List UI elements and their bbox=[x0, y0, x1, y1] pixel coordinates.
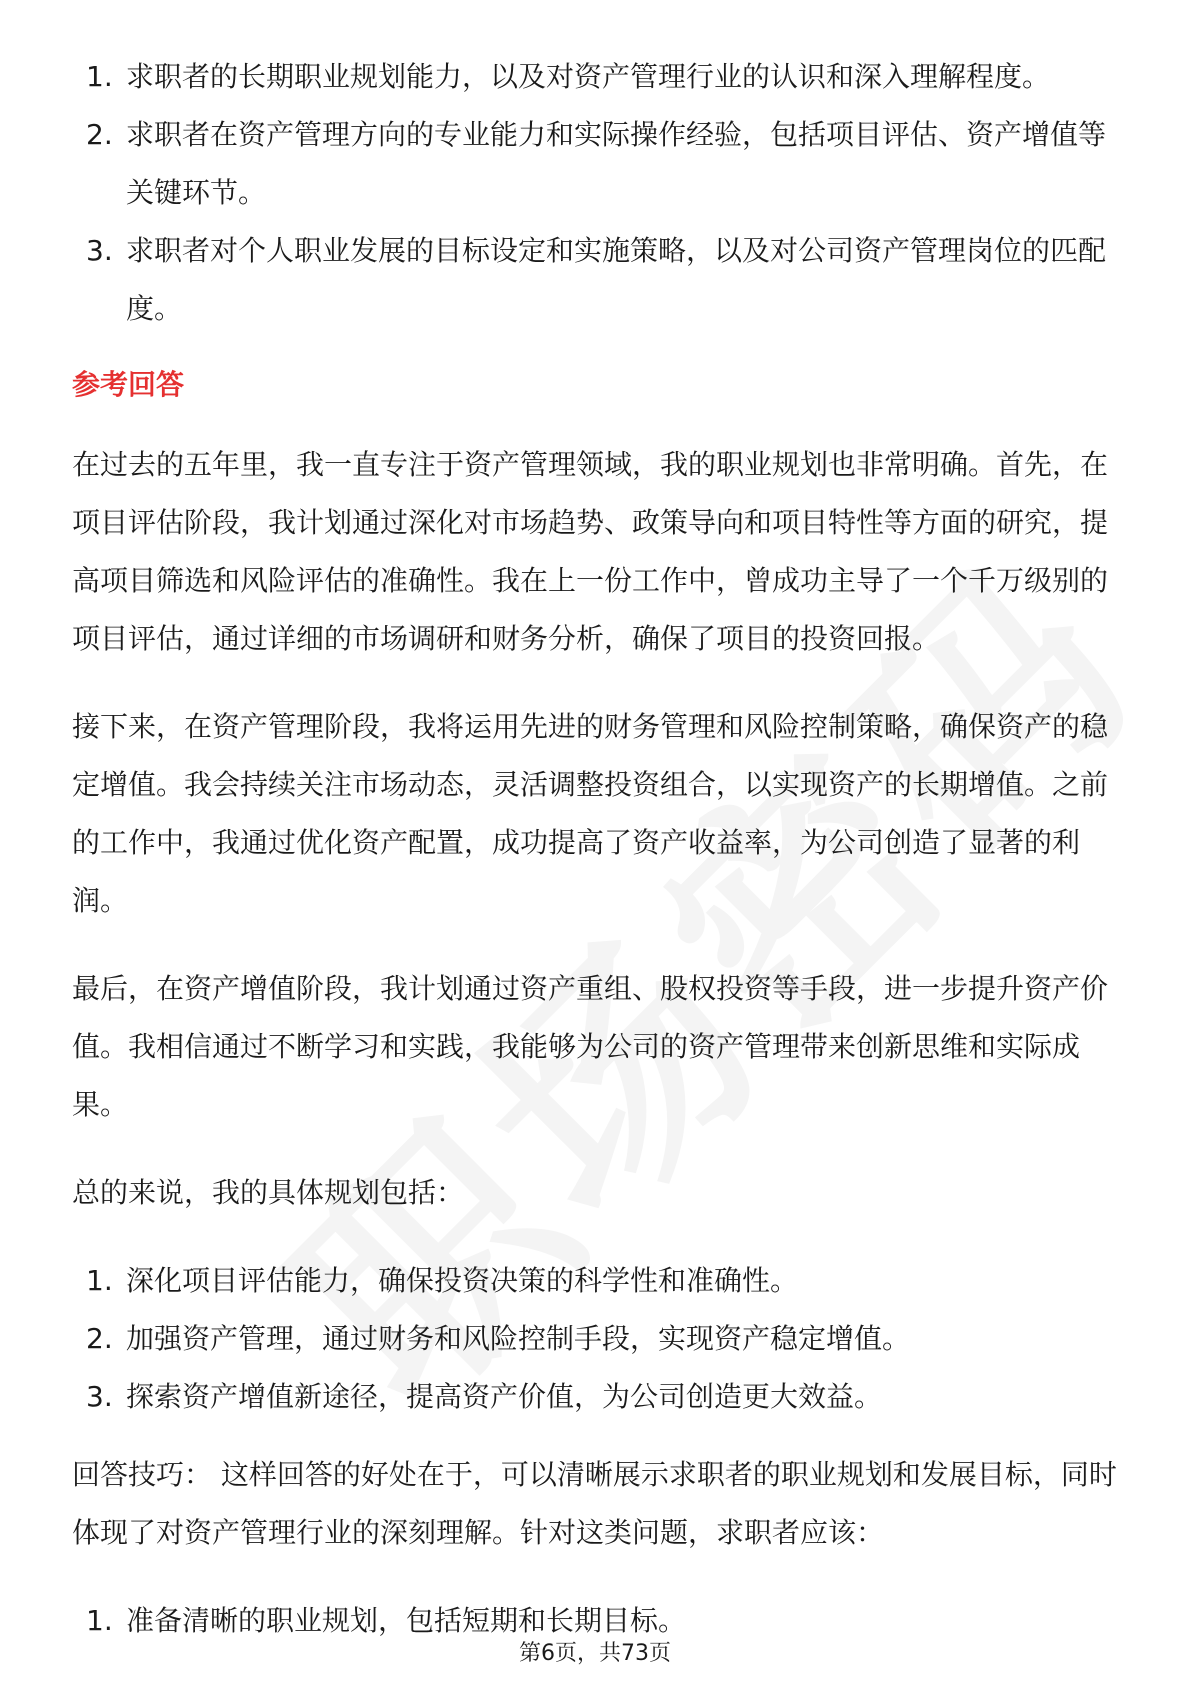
list-item bbox=[72, 222, 1118, 338]
list-item-number: 2. bbox=[86, 1322, 113, 1355]
list-item-number: 3. bbox=[86, 1380, 113, 1413]
list-item-text: 探索资产增值新途径，提高资产价值，为公司创造更大效益。 bbox=[126, 1380, 883, 1413]
plan-list bbox=[72, 1252, 1118, 1426]
page-content bbox=[72, 48, 1118, 1650]
list-item bbox=[72, 48, 1118, 106]
list-item-text: 加强资产管理，通过财务和风险控制手段，实现资产稳定增值。 bbox=[126, 1322, 911, 1355]
list-item bbox=[72, 106, 1118, 222]
page-number: 第6页，共73页 bbox=[519, 1641, 671, 1666]
section-heading: 参考回答 bbox=[72, 368, 185, 401]
list-item bbox=[72, 1310, 1118, 1368]
list-item-number: 1. bbox=[86, 60, 113, 93]
list-item bbox=[72, 1368, 1118, 1426]
answer-paragraph: 在过去的五年里，我一直专注于资产管理领域，我的职业规划也非常明确。首先，在项目评估阶段，我计划通过深化对市场趋势、政策导向和项目特性等方面的研究，提高项目筛选和风险评估的准确性。我在上一份工作中，曾成功主导了一个千万级别的项目评估，通过详细的市场调研和财务分析，确保了项目的投资回报。 bbox=[72, 448, 1109, 655]
list-item-text: 求职者在资产管理方向的专业能力和实际操作经验，包括项目评估、资产增值等关键环节。 bbox=[126, 118, 1107, 209]
list-item-number: 1. bbox=[86, 1604, 113, 1637]
list-item-number: 1. bbox=[86, 1264, 113, 1297]
list-item-text: 求职者对个人职业发展的目标设定和实施策略，以及对公司资产管理岗位的匹配度。 bbox=[126, 234, 1107, 325]
list-item bbox=[72, 1252, 1118, 1310]
list-item-number: 2. bbox=[86, 118, 113, 151]
list-item-text: 深化项目评估能力，确保投资决策的科学性和准确性。 bbox=[126, 1264, 799, 1297]
tips-paragraph: 回答技巧： 这样回答的好处在于，可以清晰展示求职者的职业规划和发展目标，同时体现了对资产管理行业的深刻理解。针对这类问题，求职者应该： bbox=[72, 1458, 1117, 1549]
answer-paragraph: 最后，在资产增值阶段，我计划通过资产重组、股权投资等手段，进一步提升资产价值。我相信通过不断学习和实践，我能够为公司的资产管理带来创新思维和实际成果。 bbox=[72, 972, 1109, 1121]
list-item-text: 准备清晰的职业规划，包括短期和长期目标。 bbox=[126, 1604, 687, 1637]
evaluation-points-list bbox=[72, 48, 1118, 338]
list-item-number: 3. bbox=[86, 234, 113, 267]
list-item-text: 求职者的长期职业规划能力，以及对资产管理行业的认识和深入理解程度。 bbox=[126, 60, 1051, 93]
answer-paragraph: 总的来说，我的具体规划包括： bbox=[72, 1176, 465, 1209]
answer-paragraph: 接下来，在资产管理阶段，我将运用先进的财务管理和风险控制策略，确保资产的稳定增值。我会持续关注市场动态，灵活调整投资组合，以实现资产的长期增值。之前的工作中，我通过优化资产配置，成功提高了资产收益率，为公司创造了显著的利润。 bbox=[72, 710, 1109, 917]
